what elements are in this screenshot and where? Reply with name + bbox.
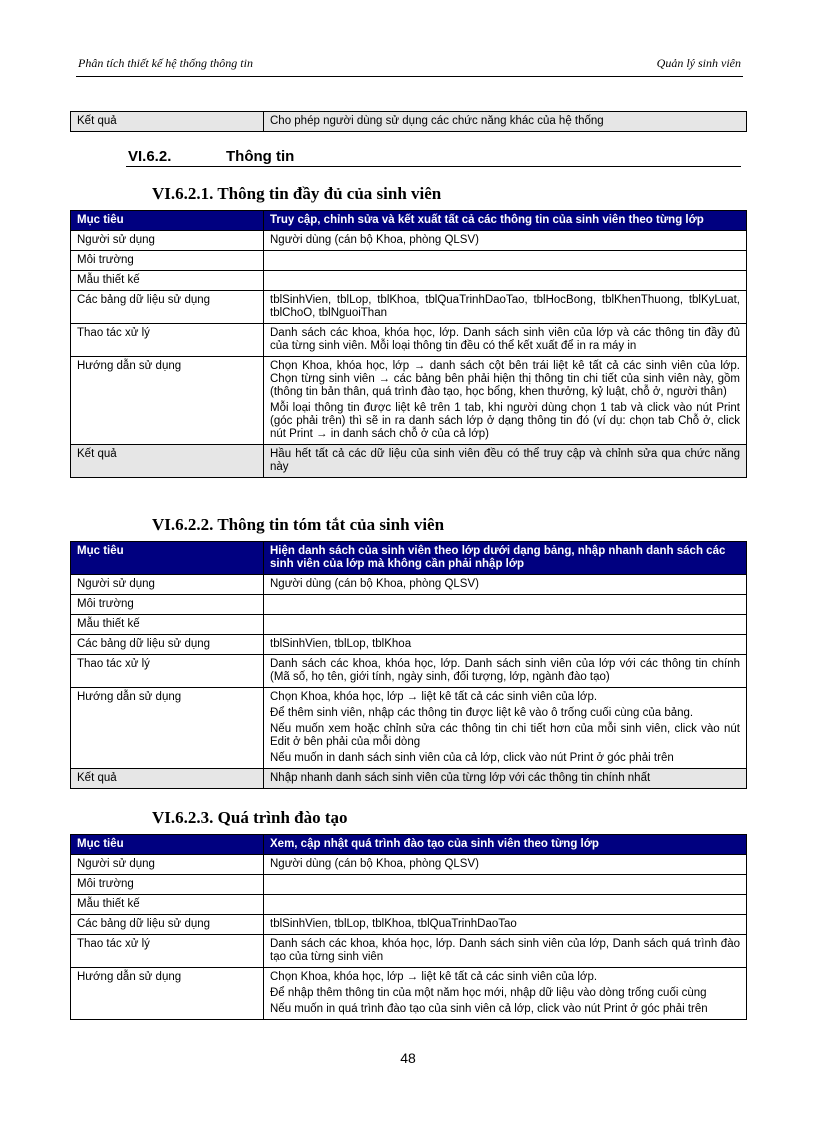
table-row <box>71 251 747 271</box>
row-label: Các bảng dữ liệu sử dụng <box>71 635 264 655</box>
result-label: Kết quả <box>71 112 264 132</box>
row-label: Các bảng dữ liệu sử dụng <box>71 915 264 935</box>
row-value-line: Chọn Khoa, khóa học, lớp → danh sách cột bên trái liệt kê tất cả các sinh viên của lớp. Chọn từng sinh viên → các bảng bên phải hiện thị thông tin chi tiết của sinh viên này, gồm (thông tin bản thân, quá trình đào tạo, học bổng, khen thưởng, kỷ luật, chỗ ở, người thân) <box>270 360 740 398</box>
row-label: Thao tác xử lý <box>71 655 264 688</box>
row-value <box>264 291 747 324</box>
row-label: Môi trường <box>71 595 264 615</box>
row-value-line: tblSinhVien, tblLop, tblKhoa, tblQuaTrinhDaoTao <box>270 918 517 930</box>
table-row <box>71 655 747 688</box>
row-value <box>264 688 747 769</box>
table-row <box>71 357 747 445</box>
row-label: Người sử dụng <box>71 855 264 875</box>
row-value <box>264 855 747 875</box>
row-value <box>264 915 747 935</box>
row-value-line: Để thêm sinh viên, nhập các thông tin được liệt kê vào ô trống cuối cùng của bảng. <box>270 707 694 719</box>
result-value: Hầu hết tất cả các dữ liệu của sinh viên đều có thể truy cập và chỉnh sửa qua chức năng này <box>264 445 747 478</box>
subsection-title: VI.6.2.1. Thông tin đầy đủ của sinh viên <box>152 184 442 203</box>
row-label: Mẫu thiết kế <box>71 271 264 291</box>
row-label: Hướng dẫn sử dụng <box>71 357 264 445</box>
row-value-line: Nếu muốn in danh sách sinh viên của cả lớp, click vào nút Print ở góc phải trên <box>270 752 674 764</box>
row-label: Mẫu thiết kế <box>71 615 264 635</box>
row-value <box>264 968 747 1020</box>
row-value-line: Người dùng (cán bộ Khoa, phòng QLSV) <box>270 578 479 590</box>
row-value-line: tblSinhVien, tblLop, tblKhoa <box>270 638 412 650</box>
goal-row <box>71 835 747 855</box>
row-value-line: Người dùng (cán bộ Khoa, phòng QLSV) <box>270 234 479 246</box>
row-value <box>264 271 747 291</box>
result-value: Nhập nhanh danh sách sinh viên của từng lớp với các thông tin chính nhất <box>264 769 747 789</box>
row-value-line: Danh sách các khoa, khóa học, lớp. Danh sách sinh viên của lớp với các thông tin chính (Mã số, họ tên, giới tính, ngày sinh, đối tượng, lớp, ngành đào tạo) <box>270 658 740 683</box>
row-value <box>264 595 747 615</box>
row-label: Hướng dẫn sử dụng <box>71 688 264 769</box>
row-value <box>264 357 747 445</box>
subsection-title: VI.6.2.2. Thông tin tóm tắt của sinh viên <box>152 515 445 534</box>
goal-value: Xem, cập nhật quá trình đào tạo của sinh viên theo từng lớp <box>264 835 747 855</box>
row-value <box>264 251 747 271</box>
top-result-table <box>70 111 747 132</box>
spec-table <box>70 210 747 478</box>
table-row <box>71 231 747 251</box>
section-title: Thông tin <box>226 148 295 165</box>
row-label: Hướng dẫn sử dụng <box>71 968 264 1020</box>
row-label: Người sử dụng <box>71 575 264 595</box>
goal-row <box>71 542 747 575</box>
row-value-line: Mỗi loại thông tin được liệt kê trên 1 tab, khi người dùng chọn 1 tab và click vào nút Print (góc phải trên) thì sẽ in ra danh sách lớp ở dạng thông tin đó (ví dụ: chọn tab Chỗ ở, click nút Print → in danh sách chỗ ở của cả lớp) <box>270 402 740 440</box>
row-label: Môi trường <box>71 251 264 271</box>
row-label: Mẫu thiết kế <box>71 895 264 915</box>
row-value-line: Người dùng (cán bộ Khoa, phòng QLSV) <box>270 858 479 870</box>
header-right-title: Quản lý sinh viên <box>656 56 741 70</box>
goal-value: Truy cập, chỉnh sửa và kết xuất tất cả các thông tin của sinh viên theo từng lớp <box>264 211 747 231</box>
row-label: Thao tác xử lý <box>71 324 264 357</box>
row-value <box>264 655 747 688</box>
spec-table <box>70 541 747 789</box>
row-value-line: Để nhập thêm thông tin của một năm học mới, nhập dữ liệu vào dòng trống cuối cùng <box>270 987 707 999</box>
table-row <box>71 324 747 357</box>
row-value-line: Nếu muốn in quá trình đào tạo của sinh viên cả lớp, click vào nút Print ở góc phải trên <box>270 1003 708 1015</box>
goal-label: Mục tiêu <box>71 211 264 231</box>
table-row <box>71 915 747 935</box>
row-value-line: Danh sách các khoa, khóa học, lớp. Danh sách sinh viên của lớp và các thông tin đầy đủ của từng sinh viên. Mỗi loại thông tin đều có thể kết xuất để in ra máy in <box>270 327 740 352</box>
result-row <box>71 445 747 478</box>
table-row <box>71 615 747 635</box>
result-label: Kết quả <box>71 769 264 789</box>
row-value <box>264 575 747 595</box>
goal-label: Mục tiêu <box>71 835 264 855</box>
goal-value: Hiện danh sách của sinh viên theo lớp dưới dạng bảng, nhập nhanh danh sách các sinh viên của lớp mà không cần phải nhập lớp <box>264 542 747 575</box>
goal-label: Mục tiêu <box>71 542 264 575</box>
section-number: VI.6.2. <box>128 148 172 165</box>
row-value-line: Chọn Khoa, khóa học, lớp → liệt kê tất cả các sinh viên của lớp. <box>270 691 598 703</box>
subsection-title: VI.6.2.3. Quá trình đào tạo <box>152 808 348 827</box>
row-value <box>264 615 747 635</box>
row-value <box>264 875 747 895</box>
row-label: Các bảng dữ liệu sử dụng <box>71 291 264 324</box>
row-value <box>264 324 747 357</box>
table-row <box>71 575 747 595</box>
row-value <box>264 231 747 251</box>
spec-table <box>70 834 747 1020</box>
row-value <box>264 935 747 968</box>
result-label: Kết quả <box>71 445 264 478</box>
result-row <box>71 112 747 132</box>
table-row <box>71 688 747 769</box>
row-label: Môi trường <box>71 875 264 895</box>
row-value-line: Chọn Khoa, khóa học, lớp → liệt kê tất cả các sinh viên của lớp. <box>270 971 598 983</box>
row-value-line: Nếu muốn xem hoặc chỉnh sửa các thông tin chi tiết hơn của mỗi sinh viên, click vào nút Edit ở bên phải của mỗi dòng <box>270 723 740 748</box>
table-row <box>71 895 747 915</box>
row-value-line: Danh sách các khoa, khóa học, lớp. Danh sách sinh viên của lớp, Danh sách quá trình đào tạo của từng sinh viên <box>270 938 740 963</box>
goal-row <box>71 211 747 231</box>
table-row <box>71 935 747 968</box>
table-row <box>71 271 747 291</box>
row-value-line: tblSinhVien, tblLop, tblKhoa, tblQuaTrinhDaoTao, tblHocBong, tblKhenThuong, tblKyLuat, tblChoO, tblNguoiThan <box>270 294 740 319</box>
table-row <box>71 968 747 1020</box>
result-row <box>71 769 747 789</box>
row-value <box>264 635 747 655</box>
table-row <box>71 595 747 615</box>
row-value <box>264 895 747 915</box>
table-row <box>71 855 747 875</box>
page-header <box>76 56 743 77</box>
row-label: Người sử dụng <box>71 231 264 251</box>
result-value: Cho phép người dùng sử dụng các chức năng khác của hệ thống <box>264 112 747 132</box>
table-row <box>71 635 747 655</box>
table-row <box>71 875 747 895</box>
page-number: 48 <box>400 1050 416 1066</box>
section-heading <box>126 148 741 167</box>
header-left-title: Phân tích thiết kế hệ thống thông tin <box>78 56 253 70</box>
table-row <box>71 291 747 324</box>
row-label: Thao tác xử lý <box>71 935 264 968</box>
